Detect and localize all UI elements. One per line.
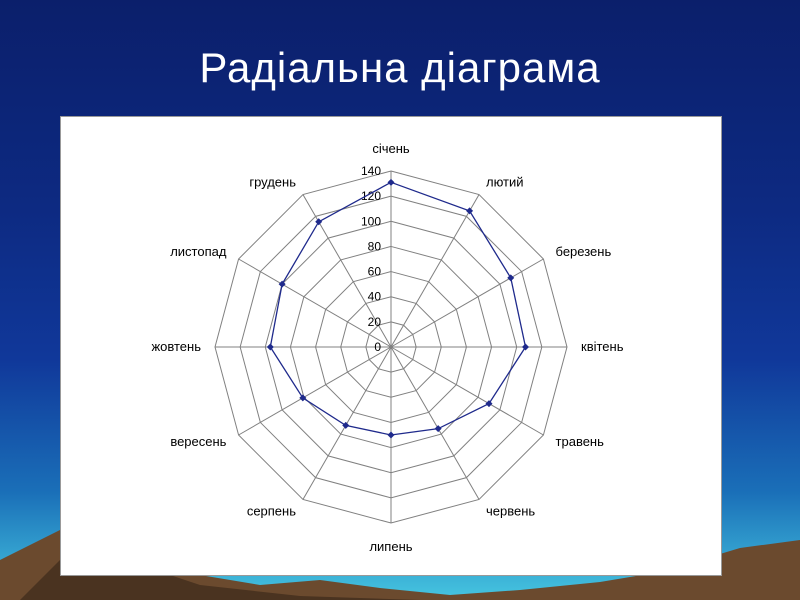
category-label: вересень <box>170 434 227 449</box>
series-line <box>270 182 525 435</box>
data-point <box>522 344 529 351</box>
tick-label: 140 <box>360 164 381 178</box>
category-label: квітень <box>581 339 624 354</box>
data-point <box>507 274 514 281</box>
category-label: грудень <box>249 174 296 190</box>
chart-panel <box>60 116 722 576</box>
data-point <box>435 425 442 432</box>
tick-label: 120 <box>360 189 381 204</box>
radar-chart <box>61 117 721 575</box>
tick-label: 40 <box>367 289 381 304</box>
category-label: січень <box>372 141 410 156</box>
category-label: жовтень <box>151 339 201 354</box>
slide-title: Радіальна діаграма <box>199 44 601 91</box>
data-point <box>342 422 349 429</box>
category-label: серпень <box>246 503 296 519</box>
category-label: березень <box>555 244 612 259</box>
category-label: червень <box>486 503 536 519</box>
data-point <box>299 394 306 401</box>
tick-label: 20 <box>367 314 381 329</box>
tick-label: 100 <box>360 214 381 229</box>
category-label: листопад <box>170 244 227 259</box>
data-point <box>485 400 492 407</box>
data-point <box>388 432 395 439</box>
data-point <box>267 344 274 351</box>
category-label: травень <box>555 434 604 449</box>
data-point <box>466 207 473 214</box>
tick-label: 60 <box>367 264 381 279</box>
data-point <box>388 179 395 186</box>
tick-label: 80 <box>367 239 381 254</box>
category-label: липень <box>369 539 413 554</box>
data-point <box>315 218 322 225</box>
category-label: лютий <box>486 174 524 190</box>
tick-label: 0 <box>374 340 381 354</box>
